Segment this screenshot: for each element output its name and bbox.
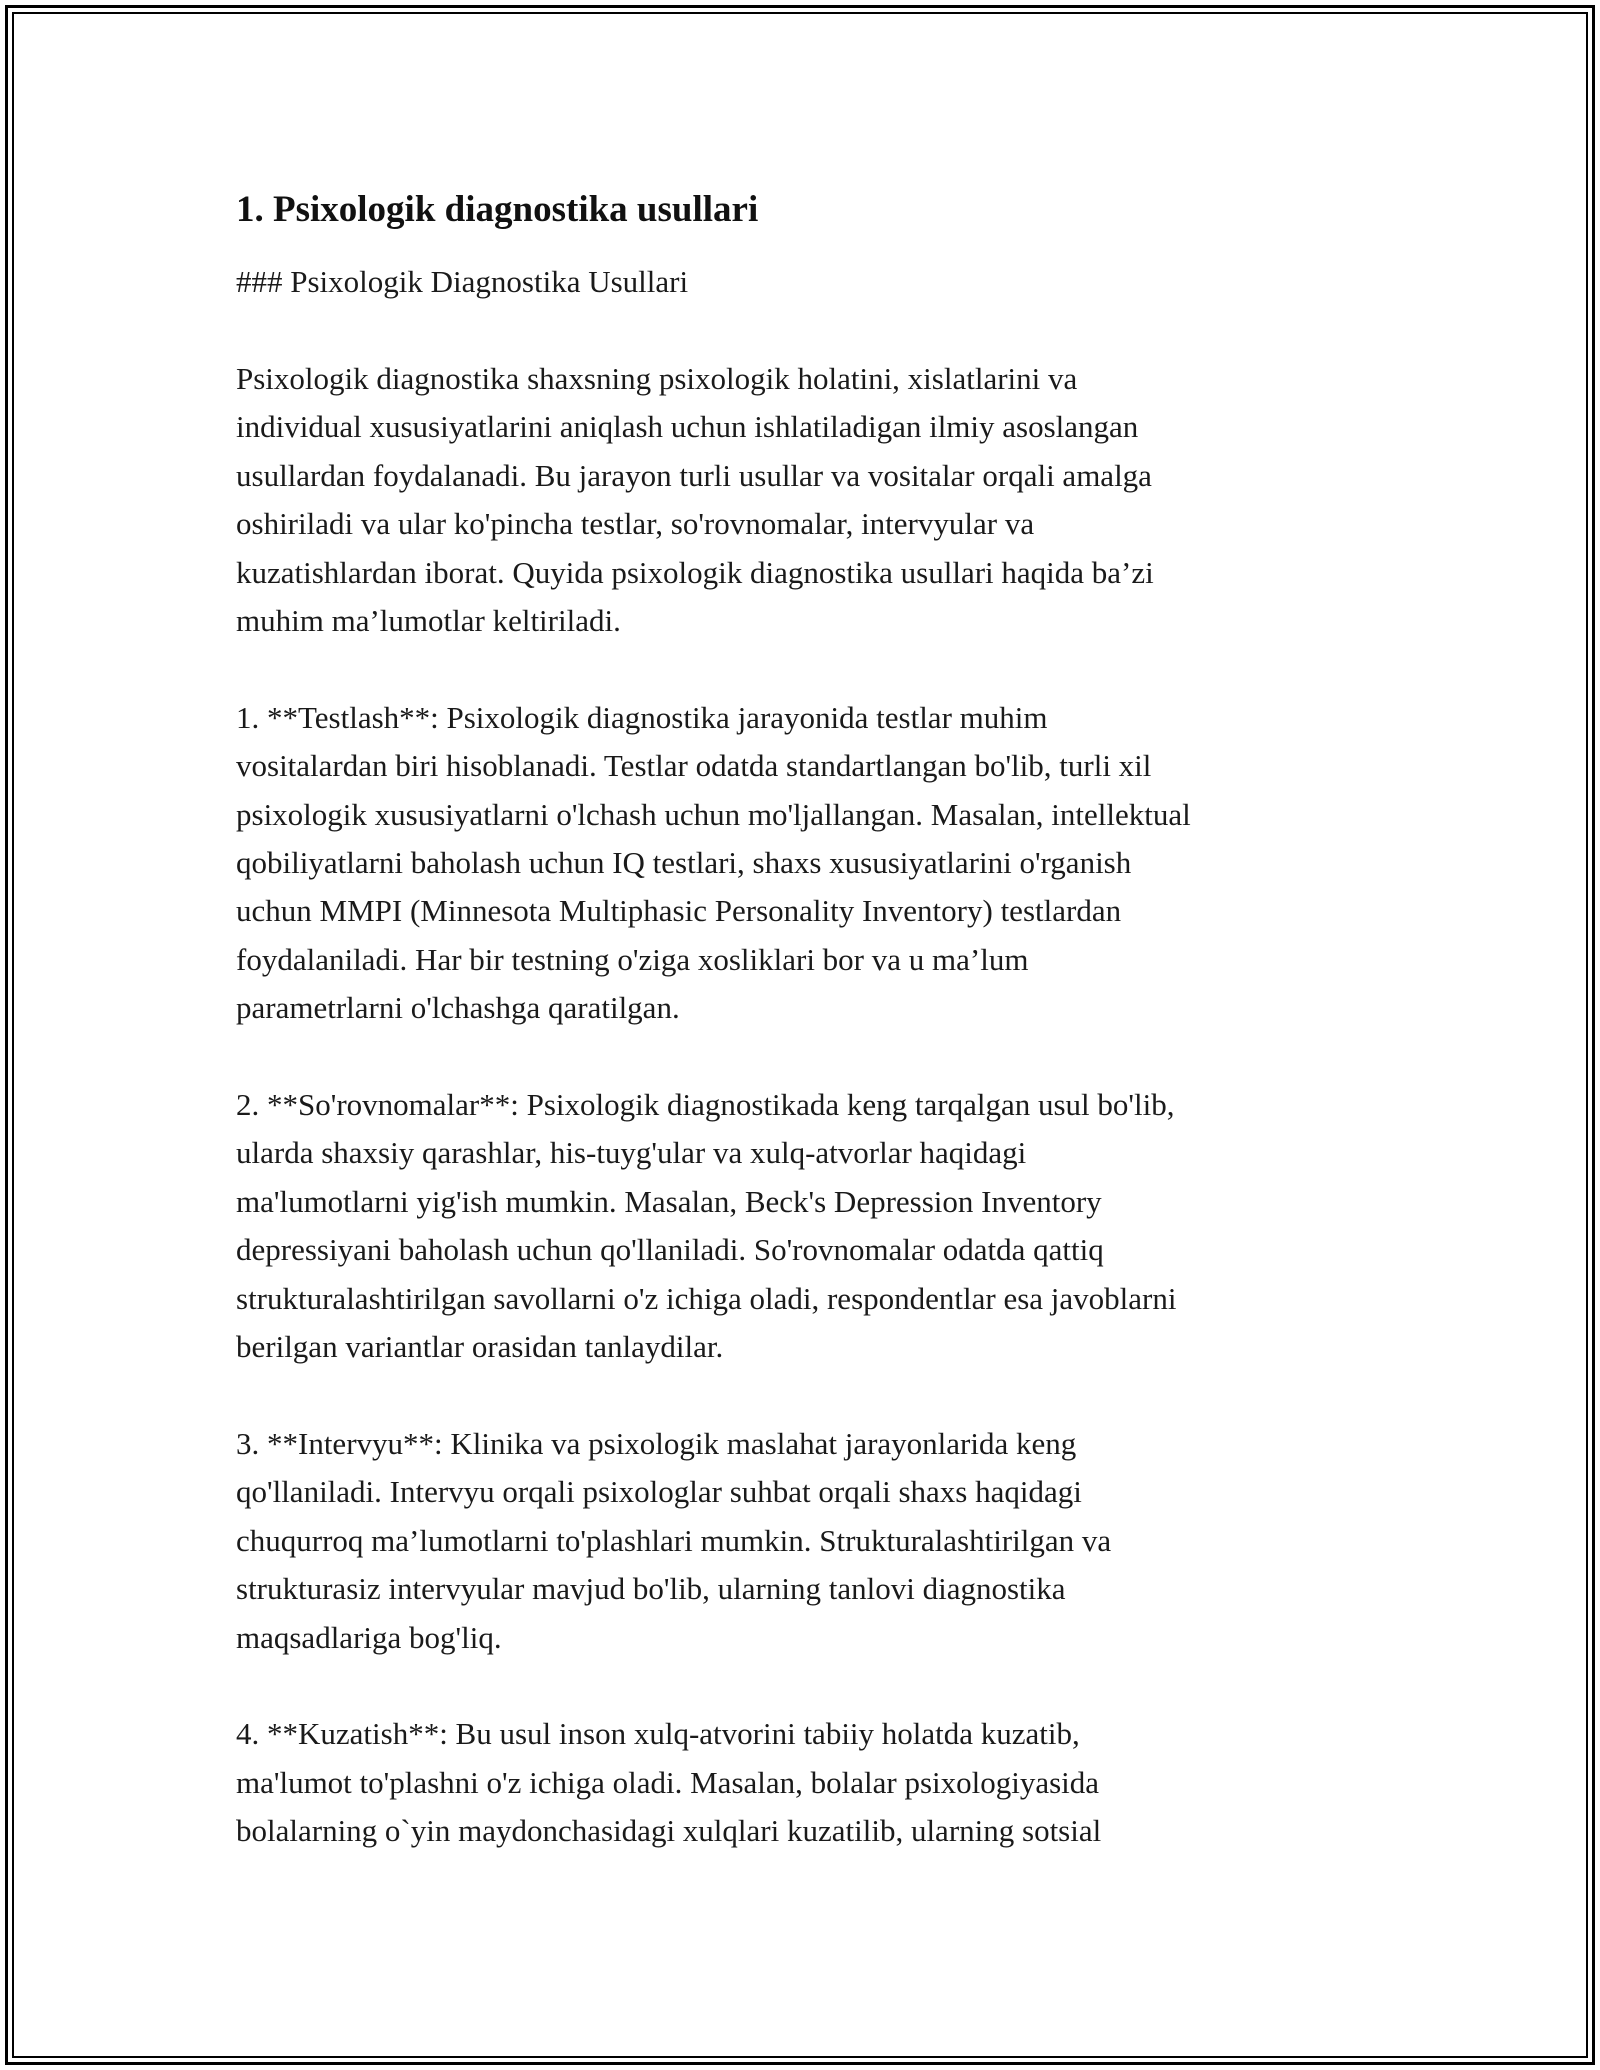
text-line: strukturasiz intervyular mavjud bo'lib, ularning tanlovi diagnostika — [236, 1571, 1066, 1607]
text-line: ma'lumot to'plashni o'z ichiga oladi. Masalan, bolalar psixologiyasida — [236, 1764, 1100, 1800]
paragraph-intervyu — [236, 1420, 1361, 1662]
text-line: chuqurroq ma’lumotlarni to'plashlari mumkin. Strukturalashtirilgan va — [236, 1522, 1112, 1558]
text-line: parametrlarni o'lchashga qaratilgan. — [236, 990, 680, 1026]
text-line: qobiliyatlarni baholash uchun IQ testlari, shaxs xususiyatlarini o'rganish — [236, 845, 1132, 881]
text-line: usullardan foydalanadi. Bu jarayon turli usullar va vositalar orqali amalga — [236, 457, 1152, 493]
text-line: maqsadlariga bog'liq. — [236, 1619, 502, 1655]
text-line: Psixologik diagnostika shaxsning psixologik holatini, xislatlarini va — [236, 361, 1078, 396]
text-line: muhim ma’lumotlar keltiriladi. — [236, 603, 621, 639]
paragraph-testlash — [236, 694, 1361, 1033]
paragraph-kuzatish — [236, 1710, 1361, 1855]
text-line: ma'lumotlarni yig'ish mumkin. Masalan, Beck's Depression Inventory — [236, 1183, 1102, 1219]
paragraph-intro — [236, 355, 1361, 645]
text-line: vositalardan biri hisoblanadi. Testlar odatda standartlangan bo'lib, turli xil — [236, 748, 1152, 784]
text-line: kuzatishlardan iborat. Quyida psixologik diagnostika usullari haqida ba’zi — [236, 554, 1154, 590]
text-line: 1. **Testlash**: Psixologik diagnostika jarayonida testlar muhim — [236, 699, 1048, 735]
text-line: psixologik xususiyatlarni o'lchash uchun mo'ljallangan. Masalan, intellektual — [236, 796, 1191, 832]
page-content — [236, 186, 1376, 1904]
text-line: 3. **Intervyu**: Klinika va psixologik maslahat jarayonlarida keng — [236, 1425, 1077, 1461]
text-line: ularda shaxsiy qarashlar, his-tuyg'ular va xulq-atvorlar haqidagi — [236, 1135, 1027, 1171]
text-line: berilgan variantlar orasidan tanlaydilar. — [236, 1329, 724, 1365]
text-line: foydalaniladi. Har bir testning o'ziga xosliklari bor va u ma’lum — [236, 941, 1029, 977]
text-line: bolalarning o`yin maydonchasidagi xulqlari kuzatilib, ularning sotsial — [236, 1813, 1102, 1849]
document-subheading: ### Psixologik Diagnostika Usullari — [236, 264, 689, 299]
text-line: qo'llaniladi. Intervyu orqali psixologlar suhbat orqali shaxs haqidagi — [236, 1474, 1082, 1510]
text-line: depressiyani baholash uchun qo'llaniladi. So'rovnomalar odatda qattiq — [236, 1232, 1104, 1268]
text-line: oshiriladi va ular ko'pincha testlar, so'rovnomalar, intervyular va — [236, 506, 1035, 542]
document-title: 1. Psixologik diagnostika usullari — [236, 189, 759, 230]
text-line: 2. **So'rovnomalar**: Psixologik diagnostikada keng tarqalgan usul bo'lib, — [236, 1087, 1175, 1123]
paragraph-sorovnomalar — [236, 1081, 1361, 1371]
text-line: strukturalashtirilgan savollarni o'z ichiga oladi, respondentlar esa javoblarni — [236, 1280, 1177, 1316]
text-line: uchun MMPI (Minnesota Multiphasic Personality Inventory) testlardan — [236, 893, 1122, 929]
text-line: individual xususiyatlarini aniqlash uchun ishlatiladigan ilmiy asoslangan — [236, 409, 1139, 445]
text-line: 4. **Kuzatish**: Bu usul inson xulq-atvorini tabiiy holatda kuzatib, — [236, 1716, 1080, 1752]
